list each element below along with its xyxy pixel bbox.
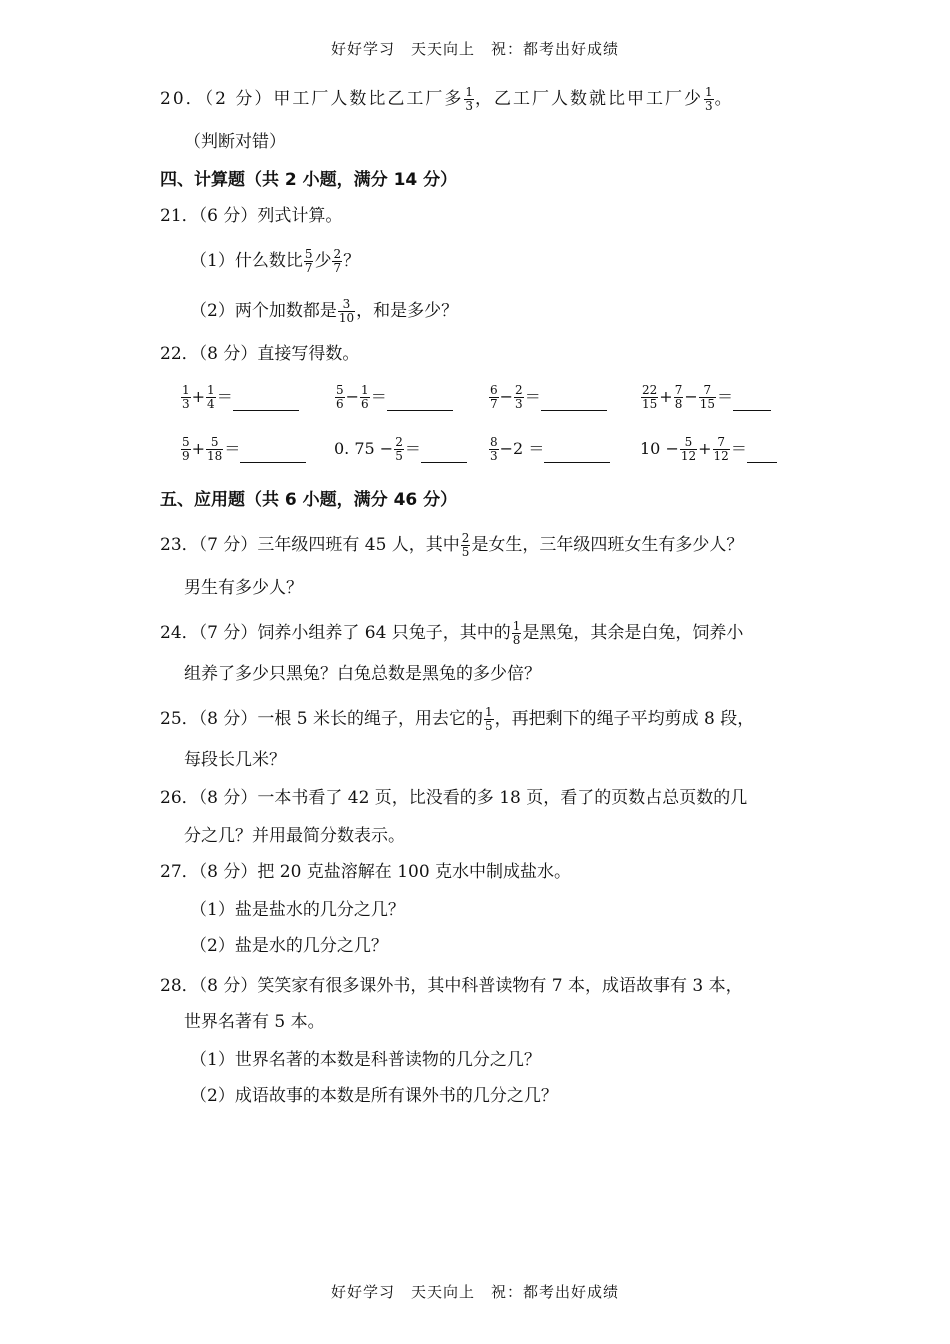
q25-line-2: 每段长几米？ bbox=[184, 750, 286, 770]
q26-line-2: 分之几？并用最简分数表示。 bbox=[184, 826, 405, 846]
q20-text-c: 。 bbox=[714, 89, 732, 109]
fraction: $\frac{5}{12}$ bbox=[680, 435, 697, 463]
fraction: $\frac{1}{6}$ bbox=[361, 383, 369, 411]
question-27: 27．（8 分）把 20 克盐溶解在 100 克水中制成盐水。 bbox=[160, 862, 572, 882]
q21-p1-text: 少 bbox=[314, 251, 332, 271]
fraction: $\frac{3}{10}$ bbox=[338, 297, 355, 325]
q20-judge: （判断对错） bbox=[184, 132, 286, 152]
fraction: $\frac{1}{5}$ bbox=[484, 705, 493, 733]
q28-part-2: （2）成语故事的本数是所有课外书的几分之几？ bbox=[190, 1086, 558, 1106]
expr-6: 0. 75 − $\frac{2}{5}$ ＝ bbox=[334, 436, 467, 463]
fraction: $\frac{1}{3}$ bbox=[705, 85, 713, 113]
expr-8: 10 − $\frac{5}{12}$ + $\frac{7}{12}$ ＝ bbox=[640, 436, 777, 463]
page-header: 好好学习 天天向上 祝：都考出好成绩 bbox=[330, 40, 619, 58]
page-footer: 好好学习 天天向上 祝：都考出好成绩 bbox=[330, 1283, 619, 1301]
question-26: 26．（8 分）一本书看了 42 页，比没看的多 18 页，看了的页数占总页数的几 bbox=[160, 788, 748, 808]
q28-line-2: 世界名著有 5 本。 bbox=[184, 1012, 325, 1032]
fraction: $\frac{2}{5}$ bbox=[461, 531, 470, 559]
question-23 bbox=[160, 532, 743, 559]
q20-text-b: ，乙工厂人数就比甲工厂少 bbox=[475, 89, 703, 109]
q23-line-2: 男生有多少人？ bbox=[184, 578, 303, 598]
q28-part-1: （1）世界名著的本数是科普读物的几分之几？ bbox=[190, 1050, 541, 1070]
question-21-stem: 21．（6 分）列式计算。 bbox=[160, 206, 343, 226]
answer-blank[interactable] bbox=[421, 448, 467, 463]
q24-text: 是黑兔，其余是白兔，饲养小 bbox=[522, 623, 744, 643]
fraction: $\frac{5}{9}$ bbox=[182, 435, 190, 463]
section-5-title: 五、应用题（共 6 小题，满分 46 分） bbox=[160, 490, 458, 510]
expr-2: $\frac{5}{6}$ − $\frac{1}{6}$ ＝ bbox=[334, 384, 453, 411]
q25-text: ，再把剩下的绳子平均剪成 8 段， bbox=[494, 709, 755, 729]
fraction: $\frac{7}{12}$ bbox=[713, 435, 729, 463]
q23-text: 是女生，三年级四班女生有多少人？ bbox=[471, 535, 744, 555]
answer-blank[interactable] bbox=[733, 396, 771, 411]
q21-p2-text: （2）两个加数都是 bbox=[190, 301, 337, 321]
answer-blank[interactable] bbox=[747, 448, 777, 463]
expr-4: $\frac{22}{15}$ + $\frac{7}{8}$ − $\frac{7}{15}$ ＝ bbox=[640, 384, 771, 411]
fraction: $\frac{5}{18}$ bbox=[207, 435, 223, 463]
q25-text: 25．（8 分）一根 5 米长的绳子，用去它的 bbox=[160, 709, 483, 729]
answer-blank[interactable] bbox=[544, 448, 610, 463]
fraction: $\frac{2}{5}$ bbox=[395, 435, 403, 463]
q24-text: 24．（7 分）饲养小组养了 64 只兔子，其中的 bbox=[160, 623, 511, 643]
q21-p2-text: ，和是多少？ bbox=[356, 301, 459, 321]
fraction: $\frac{8}{3}$ bbox=[490, 435, 498, 463]
fraction: $\frac{5}{7}$ bbox=[304, 247, 313, 275]
q27-part-1: （1）盐是盐水的几分之几？ bbox=[190, 900, 405, 920]
expr-7: $\frac{8}{3}$ −2 ＝ bbox=[488, 436, 610, 463]
answer-blank[interactable] bbox=[387, 396, 453, 411]
question-28: 28．（8 分）笑笑家有很多课外书，其中科普读物有 7 本，成语故事有 3 本， bbox=[160, 976, 743, 996]
q21-p1-text: ？ bbox=[343, 251, 361, 271]
answer-blank[interactable] bbox=[233, 396, 299, 411]
answer-blank[interactable] bbox=[541, 396, 607, 411]
question-25 bbox=[160, 706, 754, 733]
fraction: $\frac{1}{3}$ bbox=[465, 85, 473, 113]
fraction: $\frac{5}{6}$ bbox=[336, 383, 344, 411]
question-22-stem: 22．（8 分）直接写得数。 bbox=[160, 344, 360, 364]
q20-text-a: 20．（2 分）甲工厂人数比乙工厂多 bbox=[160, 89, 464, 109]
question-20 bbox=[160, 86, 732, 113]
question-21-part-1 bbox=[190, 248, 360, 275]
fraction: $\frac{22}{15}$ bbox=[642, 383, 658, 411]
answer-blank[interactable] bbox=[240, 448, 306, 463]
fraction: $\frac{6}{7}$ bbox=[490, 383, 498, 411]
fraction: $\frac{2}{3}$ bbox=[515, 383, 523, 411]
q24-line-2: 组养了多少只黑兔？白兔总数是黑兔的多少倍？ bbox=[184, 664, 541, 684]
section-4-title: 四、计算题（共 2 小题，满分 14 分） bbox=[160, 170, 458, 190]
expr-1: $\frac{1}{3}$ + $\frac{1}{4}$ ＝ bbox=[180, 384, 299, 411]
fraction: $\frac{1}{8}$ bbox=[512, 619, 521, 647]
question-24 bbox=[160, 620, 743, 647]
q21-p1-text: （1）什么数比 bbox=[190, 251, 303, 271]
expr-5: $\frac{5}{9}$ + $\frac{5}{18}$ ＝ bbox=[180, 436, 306, 463]
q23-text: 23．（7 分）三年级四班有 45 人，其中 bbox=[160, 535, 460, 555]
fraction: $\frac{7}{8}$ bbox=[674, 383, 683, 411]
expr-3: $\frac{6}{7}$ − $\frac{2}{3}$ ＝ bbox=[488, 384, 607, 411]
fraction: $\frac{1}{4}$ bbox=[207, 383, 215, 411]
fraction: $\frac{7}{15}$ bbox=[699, 383, 716, 411]
q27-part-2: （2）盐是水的几分之几？ bbox=[190, 936, 388, 956]
fraction: $\frac{1}{3}$ bbox=[182, 383, 190, 411]
question-21-part-2 bbox=[190, 298, 458, 325]
fraction: $\frac{2}{7}$ bbox=[333, 247, 342, 275]
